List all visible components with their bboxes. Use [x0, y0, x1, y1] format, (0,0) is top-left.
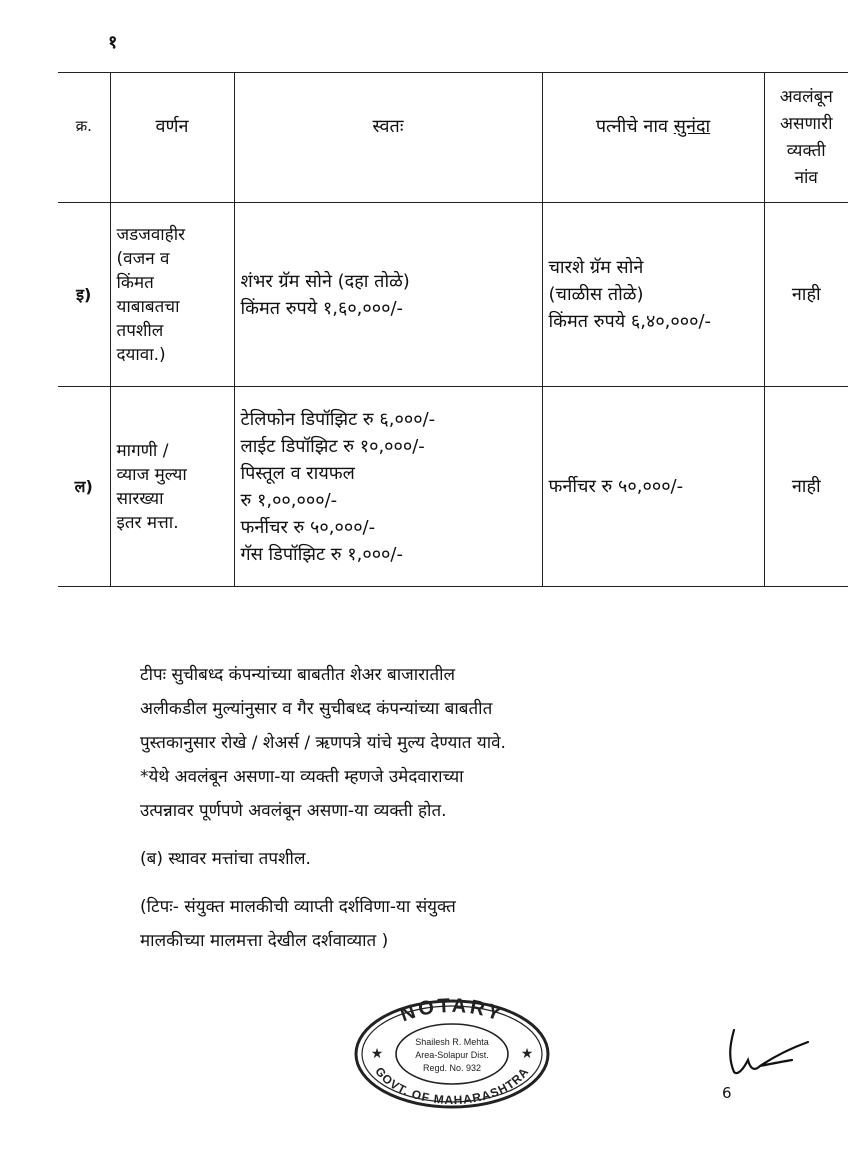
note-line: *येथे अवलंबून असणा-या व्यक्ती म्हणजे उमेदवाराच्या	[140, 767, 464, 787]
self-line: रु १,००,०००/-	[240, 489, 338, 511]
row-description	[110, 203, 234, 387]
signature	[720, 1024, 820, 1084]
tip-line: मालकीच्या मालमत्ता देखील दर्शवाव्यात )	[140, 931, 389, 951]
header-no: क्र.	[58, 73, 110, 203]
description-line: याबाबतचा	[116, 296, 180, 317]
page-number: 6	[722, 1084, 732, 1102]
assets-table	[58, 72, 848, 587]
row-self-value	[234, 203, 542, 387]
header-spouse	[542, 73, 764, 203]
description-line: दयावा.)	[116, 344, 166, 365]
row-spouse-value	[542, 203, 764, 387]
self-line: पिस्तूल व रायफल	[240, 462, 355, 484]
description-line: सारख्या	[116, 488, 164, 509]
description-line: मागणी /	[116, 440, 169, 461]
header-spouse-prefix: पत्नीचे नाव	[595, 116, 669, 137]
stamp-top-text: NOTARY	[397, 998, 507, 1027]
row-dependent-value: नाही	[764, 387, 848, 587]
corner-mark: १	[108, 32, 118, 53]
header-dependent-line: नांव	[794, 167, 818, 188]
description-line: इतर मत्ता.	[116, 512, 179, 533]
self-line: फर्नीचर रु ५०,०००/-	[240, 516, 376, 538]
description-line: (वजन व	[116, 248, 170, 269]
tip-line: (टिपः- संयुक्त मालकीची व्याप्ती दर्शविणा-या संयुक्त	[140, 897, 456, 917]
note-line: उत्पन्नावर पूर्णपणे अवलंबून असणा-या व्यक्ती होत.	[140, 801, 447, 821]
table-row-other-assets	[58, 387, 848, 587]
row-dependent-value: नाही	[764, 203, 848, 387]
spouse-line: फर्नीचर रु ५०,०००/-	[548, 476, 684, 497]
spouse-line: (चाळीस तोळे)	[548, 284, 644, 305]
stamp-name: Shailesh R. Mehta	[415, 1037, 489, 1047]
description-line: व्याज मुल्या	[116, 464, 187, 485]
spouse-line: चारशे ग्रॅम सोने	[548, 257, 644, 278]
stamp-area: Area-Solapur Dist.	[415, 1050, 489, 1060]
self-line: किंमत रुपये १,६०,०००/-	[240, 297, 404, 319]
note-line: अलीकडील मुल्यांनुसार व गैर सुचीबध्द कंपन्यांच्या बाबतीत	[140, 699, 493, 719]
row-no: ल)	[58, 387, 110, 587]
table-row-jewellery	[58, 203, 848, 387]
table-header-row	[58, 73, 848, 203]
self-line: टेलिफोन डिपॉझिट रु ६,०००/-	[240, 408, 436, 430]
spouse-line: किंमत रुपये ६,४०,०००/-	[548, 311, 712, 332]
description-line: किंमत	[116, 272, 154, 293]
self-line: गॅस डिपॉझिट रु १,०००/-	[240, 543, 403, 565]
star-icon: ★	[370, 1046, 384, 1062]
header-dependent	[764, 73, 848, 203]
header-spouse-name: सुनंदा	[673, 116, 711, 137]
description-line: जडजवाहीर	[116, 224, 186, 245]
header-dependent-line: अवलंबून	[779, 86, 833, 107]
header-dependent-line: असणारी	[779, 113, 833, 134]
header-description: वर्णन	[110, 73, 234, 203]
notary-stamp	[352, 998, 552, 1110]
note-line: पुस्तकानुसार रोखे / शेअर्स / ऋणपत्रे यांचे मुल्य देण्यात यावे.	[140, 733, 506, 753]
description-line: तपशील	[116, 320, 164, 341]
section-b-heading: (ब) स्थावर मत्तांचा तपशील.	[140, 849, 311, 869]
row-no: इ)	[58, 203, 110, 387]
row-spouse-value	[542, 387, 764, 587]
row-description	[110, 387, 234, 587]
star-icon: ★	[520, 1046, 534, 1062]
stamp-bottom-text: GOVT. OF MAHARASHTRA	[372, 1064, 532, 1108]
stamp-regd: Regd. No. 932	[422, 1063, 482, 1073]
note-line: टीपः सुचीबध्द कंपन्यांच्या बाबतीत शेअर बाजारातील	[140, 665, 456, 685]
header-self: स्वतः	[234, 73, 542, 203]
header-dependent-line: व्यक्ती	[786, 140, 826, 161]
row-self-value	[234, 387, 542, 587]
self-line: शंभर ग्रॅम सोने (दहा तोळे)	[240, 270, 410, 292]
notes-section	[140, 658, 780, 958]
self-line: लाईट डिपॉझिट रु १०,०००/-	[240, 435, 425, 457]
